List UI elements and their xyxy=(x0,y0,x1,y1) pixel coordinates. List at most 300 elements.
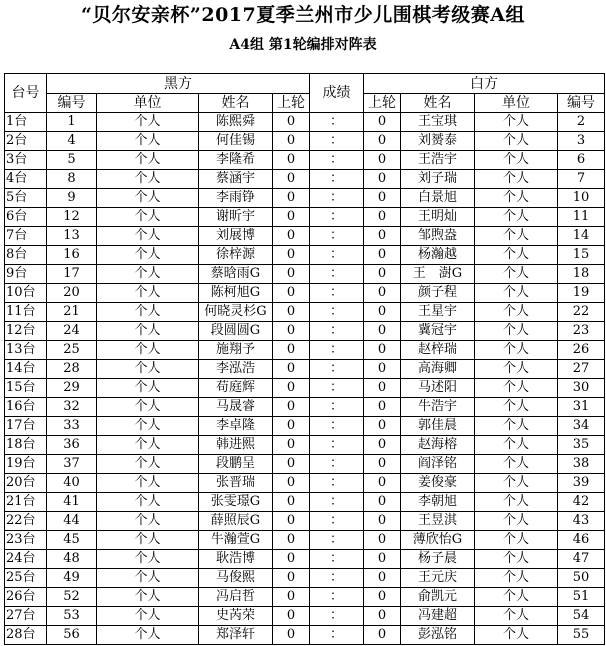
cell-white-name: 王 澍G xyxy=(401,265,475,284)
cell-black-no: 1 xyxy=(47,113,97,132)
cell-score: ： xyxy=(310,265,364,284)
cell-white-unit: 个人 xyxy=(475,284,558,303)
cell-white-prev: 0 xyxy=(364,132,401,151)
header-row-sub xyxy=(5,94,605,113)
cell-white-no: 7 xyxy=(558,170,605,189)
cell-white-unit: 个人 xyxy=(475,341,558,360)
cell-black-no: 29 xyxy=(47,379,97,398)
cell-white-no: 3 xyxy=(558,132,605,151)
cell-white-name: 王昱淇 xyxy=(401,512,475,531)
cell-black-name: 韩进熙 xyxy=(199,436,273,455)
cell-black-name: 陈柯旭G xyxy=(199,284,273,303)
cell-black-name: 施翔予 xyxy=(199,341,273,360)
cell-black-no: 20 xyxy=(47,284,97,303)
cell-white-name: 赵梓瑞 xyxy=(401,341,475,360)
cell-white-unit: 个人 xyxy=(475,398,558,417)
cell-white-no: 26 xyxy=(558,341,605,360)
table-row xyxy=(5,189,605,208)
cell-black-prev: 0 xyxy=(273,379,310,398)
pairing-table xyxy=(4,73,605,645)
cell-white-no: 18 xyxy=(558,265,605,284)
cell-black-no: 17 xyxy=(47,265,97,284)
table-row xyxy=(5,284,605,303)
cell-white-name: 冀冠宇 xyxy=(401,322,475,341)
cell-white-no: 42 xyxy=(558,493,605,512)
header-black-name: 姓名 xyxy=(199,94,273,113)
cell-white-no: 6 xyxy=(558,151,605,170)
pairing-rows xyxy=(5,113,605,645)
cell-table-no: 16台 xyxy=(5,398,47,417)
cell-black-unit: 个人 xyxy=(97,588,199,607)
cell-black-prev: 0 xyxy=(273,208,310,227)
cell-black-no: 33 xyxy=(47,417,97,436)
cell-table-no: 9台 xyxy=(5,265,47,284)
cell-black-no: 56 xyxy=(47,626,97,645)
cell-white-no: 22 xyxy=(558,303,605,322)
cell-score: ： xyxy=(310,360,364,379)
cell-score: ： xyxy=(310,455,364,474)
cell-white-no: 50 xyxy=(558,569,605,588)
cell-black-name: 张晋瑞 xyxy=(199,474,273,493)
cell-white-name: 高海卿 xyxy=(401,360,475,379)
cell-black-unit: 个人 xyxy=(97,151,199,170)
cell-black-prev: 0 xyxy=(273,265,310,284)
cell-white-prev: 0 xyxy=(364,417,401,436)
cell-black-prev: 0 xyxy=(273,341,310,360)
header-white: 白方 xyxy=(364,74,605,94)
cell-white-unit: 个人 xyxy=(475,113,558,132)
cell-white-unit: 个人 xyxy=(475,588,558,607)
cell-score: ： xyxy=(310,284,364,303)
cell-white-unit: 个人 xyxy=(475,322,558,341)
table-row xyxy=(5,493,605,512)
cell-white-name: 邹煦盎 xyxy=(401,227,475,246)
cell-black-prev: 0 xyxy=(273,246,310,265)
cell-black-unit: 个人 xyxy=(97,474,199,493)
table-row xyxy=(5,417,605,436)
cell-white-prev: 0 xyxy=(364,284,401,303)
cell-white-name: 白景旭 xyxy=(401,189,475,208)
cell-black-unit: 个人 xyxy=(97,493,199,512)
cell-white-no: 11 xyxy=(558,208,605,227)
cell-black-unit: 个人 xyxy=(97,170,199,189)
cell-table-no: 2台 xyxy=(5,132,47,151)
table-row xyxy=(5,588,605,607)
cell-white-name: 王元庆 xyxy=(401,569,475,588)
table-row xyxy=(5,398,605,417)
cell-black-unit: 个人 xyxy=(97,246,199,265)
cell-white-no: 10 xyxy=(558,189,605,208)
cell-black-name: 李隆希 xyxy=(199,151,273,170)
cell-black-prev: 0 xyxy=(273,303,310,322)
header-white-unit: 单位 xyxy=(475,94,558,113)
cell-white-name: 牛浩宇 xyxy=(401,398,475,417)
cell-white-unit: 个人 xyxy=(475,189,558,208)
cell-white-unit: 个人 xyxy=(475,170,558,189)
cell-white-name: 杨子晨 xyxy=(401,550,475,569)
cell-black-no: 48 xyxy=(47,550,97,569)
cell-white-unit: 个人 xyxy=(475,550,558,569)
cell-table-no: 26台 xyxy=(5,588,47,607)
cell-table-no: 21台 xyxy=(5,493,47,512)
cell-table-no: 24台 xyxy=(5,550,47,569)
cell-white-no: 34 xyxy=(558,417,605,436)
cell-score: ： xyxy=(310,493,364,512)
cell-table-no: 11台 xyxy=(5,303,47,322)
cell-white-prev: 0 xyxy=(364,208,401,227)
cell-white-prev: 0 xyxy=(364,455,401,474)
cell-black-no: 24 xyxy=(47,322,97,341)
cell-white-prev: 0 xyxy=(364,531,401,550)
cell-table-no: 17台 xyxy=(5,417,47,436)
cell-white-unit: 个人 xyxy=(475,569,558,588)
cell-white-no: 38 xyxy=(558,455,605,474)
cell-white-unit: 个人 xyxy=(475,151,558,170)
cell-white-no: 54 xyxy=(558,607,605,626)
cell-black-no: 9 xyxy=(47,189,97,208)
cell-black-prev: 0 xyxy=(273,170,310,189)
table-row xyxy=(5,626,605,645)
cell-black-no: 21 xyxy=(47,303,97,322)
cell-table-no: 15台 xyxy=(5,379,47,398)
cell-score: ： xyxy=(310,531,364,550)
cell-score: ： xyxy=(310,341,364,360)
table-row xyxy=(5,132,605,151)
cell-table-no: 19台 xyxy=(5,455,47,474)
cell-black-unit: 个人 xyxy=(97,132,199,151)
cell-white-no: 47 xyxy=(558,550,605,569)
table-row xyxy=(5,531,605,550)
cell-white-name: 刘子瑞 xyxy=(401,170,475,189)
cell-black-name: 李雨铮 xyxy=(199,189,273,208)
cell-white-prev: 0 xyxy=(364,474,401,493)
cell-white-name: 冯建超 xyxy=(401,607,475,626)
cell-black-no: 8 xyxy=(47,170,97,189)
page-subtitle: A4组 第1轮编排对阵表 xyxy=(229,37,377,53)
cell-white-name: 赵海榕 xyxy=(401,436,475,455)
cell-black-no: 52 xyxy=(47,588,97,607)
cell-white-prev: 0 xyxy=(364,303,401,322)
cell-score: ： xyxy=(310,550,364,569)
cell-black-unit: 个人 xyxy=(97,227,199,246)
cell-black-no: 44 xyxy=(47,512,97,531)
cell-white-no: 27 xyxy=(558,360,605,379)
cell-white-unit: 个人 xyxy=(475,360,558,379)
table-row xyxy=(5,550,605,569)
cell-score: ： xyxy=(310,246,364,265)
cell-white-prev: 0 xyxy=(364,189,401,208)
cell-black-prev: 0 xyxy=(273,455,310,474)
cell-black-prev: 0 xyxy=(273,322,310,341)
cell-table-no: 7台 xyxy=(5,227,47,246)
table-row xyxy=(5,303,605,322)
cell-black-name: 郑泽轩 xyxy=(199,626,273,645)
cell-white-unit: 个人 xyxy=(475,455,558,474)
cell-white-unit: 个人 xyxy=(475,379,558,398)
table-row xyxy=(5,246,605,265)
cell-white-no: 23 xyxy=(558,322,605,341)
cell-white-name: 王宝琪 xyxy=(401,113,475,132)
cell-black-no: 45 xyxy=(47,531,97,550)
cell-white-prev: 0 xyxy=(364,569,401,588)
header-white-prev: 上轮 xyxy=(364,94,401,113)
cell-black-no: 25 xyxy=(47,341,97,360)
cell-score: ： xyxy=(310,569,364,588)
cell-black-no: 36 xyxy=(47,436,97,455)
cell-table-no: 23台 xyxy=(5,531,47,550)
cell-black-unit: 个人 xyxy=(97,303,199,322)
cell-table-no: 4台 xyxy=(5,170,47,189)
cell-white-name: 刘赟泰 xyxy=(401,132,475,151)
cell-score: ： xyxy=(310,607,364,626)
table-row xyxy=(5,474,605,493)
cell-white-unit: 个人 xyxy=(475,493,558,512)
cell-black-prev: 0 xyxy=(273,474,310,493)
cell-black-unit: 个人 xyxy=(97,284,199,303)
cell-table-no: 20台 xyxy=(5,474,47,493)
table-row xyxy=(5,208,605,227)
table-row xyxy=(5,360,605,379)
cell-score: ： xyxy=(310,303,364,322)
cell-black-unit: 个人 xyxy=(97,569,199,588)
table-row xyxy=(5,436,605,455)
cell-black-no: 32 xyxy=(47,398,97,417)
cell-black-name: 李卓隆 xyxy=(199,417,273,436)
cell-score: ： xyxy=(310,474,364,493)
cell-table-no: 12台 xyxy=(5,322,47,341)
cell-black-no: 49 xyxy=(47,569,97,588)
cell-black-name: 蔡涵宇 xyxy=(199,170,273,189)
cell-black-unit: 个人 xyxy=(97,398,199,417)
cell-black-name: 陈熙舜 xyxy=(199,113,273,132)
cell-black-name: 蔡晗雨G xyxy=(199,265,273,284)
cell-black-prev: 0 xyxy=(273,227,310,246)
header-row-top xyxy=(5,74,605,94)
header-black: 黑方 xyxy=(47,74,310,94)
cell-white-name: 彭泓铭 xyxy=(401,626,475,645)
cell-black-unit: 个人 xyxy=(97,189,199,208)
cell-black-unit: 个人 xyxy=(97,417,199,436)
cell-white-name: 阎泽铭 xyxy=(401,455,475,474)
cell-black-name: 李泓浩 xyxy=(199,360,273,379)
table-row xyxy=(5,265,605,284)
cell-black-prev: 0 xyxy=(273,360,310,379)
cell-white-no: 39 xyxy=(558,474,605,493)
cell-white-prev: 0 xyxy=(364,322,401,341)
cell-table-no: 6台 xyxy=(5,208,47,227)
table-row xyxy=(5,227,605,246)
cell-white-name: 王浩宇 xyxy=(401,151,475,170)
cell-black-no: 4 xyxy=(47,132,97,151)
cell-black-prev: 0 xyxy=(273,113,310,132)
cell-black-prev: 0 xyxy=(273,151,310,170)
cell-black-name: 何佳锡 xyxy=(199,132,273,151)
cell-black-no: 40 xyxy=(47,474,97,493)
cell-white-no: 19 xyxy=(558,284,605,303)
cell-black-prev: 0 xyxy=(273,607,310,626)
cell-white-name: 薄欣怡G xyxy=(401,531,475,550)
cell-white-no: 55 xyxy=(558,626,605,645)
cell-black-unit: 个人 xyxy=(97,626,199,645)
cell-black-name: 段圆圆G xyxy=(199,322,273,341)
cell-black-no: 37 xyxy=(47,455,97,474)
cell-black-no: 16 xyxy=(47,246,97,265)
cell-table-no: 18台 xyxy=(5,436,47,455)
header-white-no: 编号 xyxy=(558,94,605,113)
table-row xyxy=(5,607,605,626)
cell-score: ： xyxy=(310,208,364,227)
cell-black-prev: 0 xyxy=(273,493,310,512)
cell-white-no: 35 xyxy=(558,436,605,455)
cell-score: ： xyxy=(310,170,364,189)
cell-black-name: 牛瀚萱G xyxy=(199,531,273,550)
cell-white-unit: 个人 xyxy=(475,607,558,626)
cell-white-name: 李朝旭 xyxy=(401,493,475,512)
cell-score: ： xyxy=(310,379,364,398)
cell-black-prev: 0 xyxy=(273,284,310,303)
table-row xyxy=(5,113,605,132)
cell-table-no: 10台 xyxy=(5,284,47,303)
cell-table-no: 22台 xyxy=(5,512,47,531)
cell-black-unit: 个人 xyxy=(97,360,199,379)
cell-white-unit: 个人 xyxy=(475,626,558,645)
table-row xyxy=(5,569,605,588)
cell-black-name: 耿浩博 xyxy=(199,550,273,569)
header-black-unit: 单位 xyxy=(97,94,199,113)
cell-white-unit: 个人 xyxy=(475,132,558,151)
cell-white-name: 王星宇 xyxy=(401,303,475,322)
cell-white-prev: 0 xyxy=(364,360,401,379)
cell-score: ： xyxy=(310,417,364,436)
cell-white-no: 14 xyxy=(558,227,605,246)
cell-white-prev: 0 xyxy=(364,512,401,531)
cell-score: ： xyxy=(310,113,364,132)
cell-black-name: 徐梓源 xyxy=(199,246,273,265)
header-score: 成绩 xyxy=(310,74,364,113)
cell-white-name: 颜子程 xyxy=(401,284,475,303)
cell-white-unit: 个人 xyxy=(475,227,558,246)
cell-white-prev: 0 xyxy=(364,379,401,398)
cell-black-unit: 个人 xyxy=(97,550,199,569)
cell-score: ： xyxy=(310,398,364,417)
cell-black-no: 12 xyxy=(47,208,97,227)
cell-table-no: 3台 xyxy=(5,151,47,170)
cell-black-prev: 0 xyxy=(273,398,310,417)
cell-white-no: 43 xyxy=(558,512,605,531)
cell-score: ： xyxy=(310,626,364,645)
cell-black-unit: 个人 xyxy=(97,379,199,398)
table-row xyxy=(5,512,605,531)
cell-black-unit: 个人 xyxy=(97,322,199,341)
cell-white-no: 2 xyxy=(558,113,605,132)
cell-white-name: 王明灿 xyxy=(401,208,475,227)
cell-black-prev: 0 xyxy=(273,436,310,455)
cell-black-prev: 0 xyxy=(273,512,310,531)
cell-black-name: 何晓灵杉G xyxy=(199,303,273,322)
cell-white-unit: 个人 xyxy=(475,208,558,227)
cell-black-unit: 个人 xyxy=(97,265,199,284)
cell-black-unit: 个人 xyxy=(97,607,199,626)
cell-black-name: 谢昕宇 xyxy=(199,208,273,227)
cell-table-no: 1台 xyxy=(5,113,47,132)
cell-table-no: 25台 xyxy=(5,569,47,588)
cell-white-unit: 个人 xyxy=(475,417,558,436)
cell-table-no: 27台 xyxy=(5,607,47,626)
cell-white-no: 31 xyxy=(558,398,605,417)
header-black-prev: 上轮 xyxy=(273,94,310,113)
cell-white-prev: 0 xyxy=(364,246,401,265)
table-row xyxy=(5,455,605,474)
table-row xyxy=(5,170,605,189)
cell-white-prev: 0 xyxy=(364,493,401,512)
cell-black-prev: 0 xyxy=(273,626,310,645)
cell-black-no: 28 xyxy=(47,360,97,379)
cell-white-prev: 0 xyxy=(364,607,401,626)
cell-score: ： xyxy=(310,588,364,607)
cell-black-name: 苟庭辉 xyxy=(199,379,273,398)
table-row xyxy=(5,151,605,170)
cell-black-unit: 个人 xyxy=(97,436,199,455)
cell-white-name: 姜俊豪 xyxy=(401,474,475,493)
header-table-no: 台号 xyxy=(5,74,47,113)
cell-white-unit: 个人 xyxy=(475,512,558,531)
cell-white-unit: 个人 xyxy=(475,246,558,265)
cell-score: ： xyxy=(310,189,364,208)
cell-white-no: 51 xyxy=(558,588,605,607)
cell-black-unit: 个人 xyxy=(97,531,199,550)
cell-black-name: 薛照辰G xyxy=(199,512,273,531)
cell-black-no: 41 xyxy=(47,493,97,512)
cell-white-no: 15 xyxy=(558,246,605,265)
cell-white-unit: 个人 xyxy=(475,303,558,322)
cell-black-unit: 个人 xyxy=(97,341,199,360)
cell-white-prev: 0 xyxy=(364,341,401,360)
cell-black-no: 13 xyxy=(47,227,97,246)
cell-black-prev: 0 xyxy=(273,417,310,436)
table-row xyxy=(5,341,605,360)
table-row xyxy=(5,379,605,398)
cell-white-unit: 个人 xyxy=(475,265,558,284)
cell-white-prev: 0 xyxy=(364,550,401,569)
cell-black-prev: 0 xyxy=(273,132,310,151)
header-black-no: 编号 xyxy=(47,94,97,113)
cell-score: ： xyxy=(310,227,364,246)
cell-black-prev: 0 xyxy=(273,531,310,550)
cell-white-name: 郭佳晨 xyxy=(401,417,475,436)
cell-white-prev: 0 xyxy=(364,588,401,607)
cell-black-name: 刘展博 xyxy=(199,227,273,246)
cell-white-unit: 个人 xyxy=(475,436,558,455)
cell-white-prev: 0 xyxy=(364,170,401,189)
cell-black-name: 冯启哲 xyxy=(199,588,273,607)
cell-black-unit: 个人 xyxy=(97,208,199,227)
cell-black-prev: 0 xyxy=(273,588,310,607)
cell-black-unit: 个人 xyxy=(97,512,199,531)
cell-black-name: 段鹏呈 xyxy=(199,455,273,474)
cell-white-name: 马述阳 xyxy=(401,379,475,398)
cell-table-no: 5台 xyxy=(5,189,47,208)
cell-black-unit: 个人 xyxy=(97,455,199,474)
cell-black-name: 马晟睿 xyxy=(199,398,273,417)
cell-black-unit: 个人 xyxy=(97,113,199,132)
page-title: “贝尔安亲杯”2017夏季兰州市少儿围棋考级赛A组 xyxy=(81,4,525,26)
cell-white-name: 俞凯元 xyxy=(401,588,475,607)
cell-score: ： xyxy=(310,151,364,170)
cell-white-unit: 个人 xyxy=(475,531,558,550)
cell-white-prev: 0 xyxy=(364,113,401,132)
cell-white-prev: 0 xyxy=(364,398,401,417)
cell-black-name: 张雯璟G xyxy=(199,493,273,512)
